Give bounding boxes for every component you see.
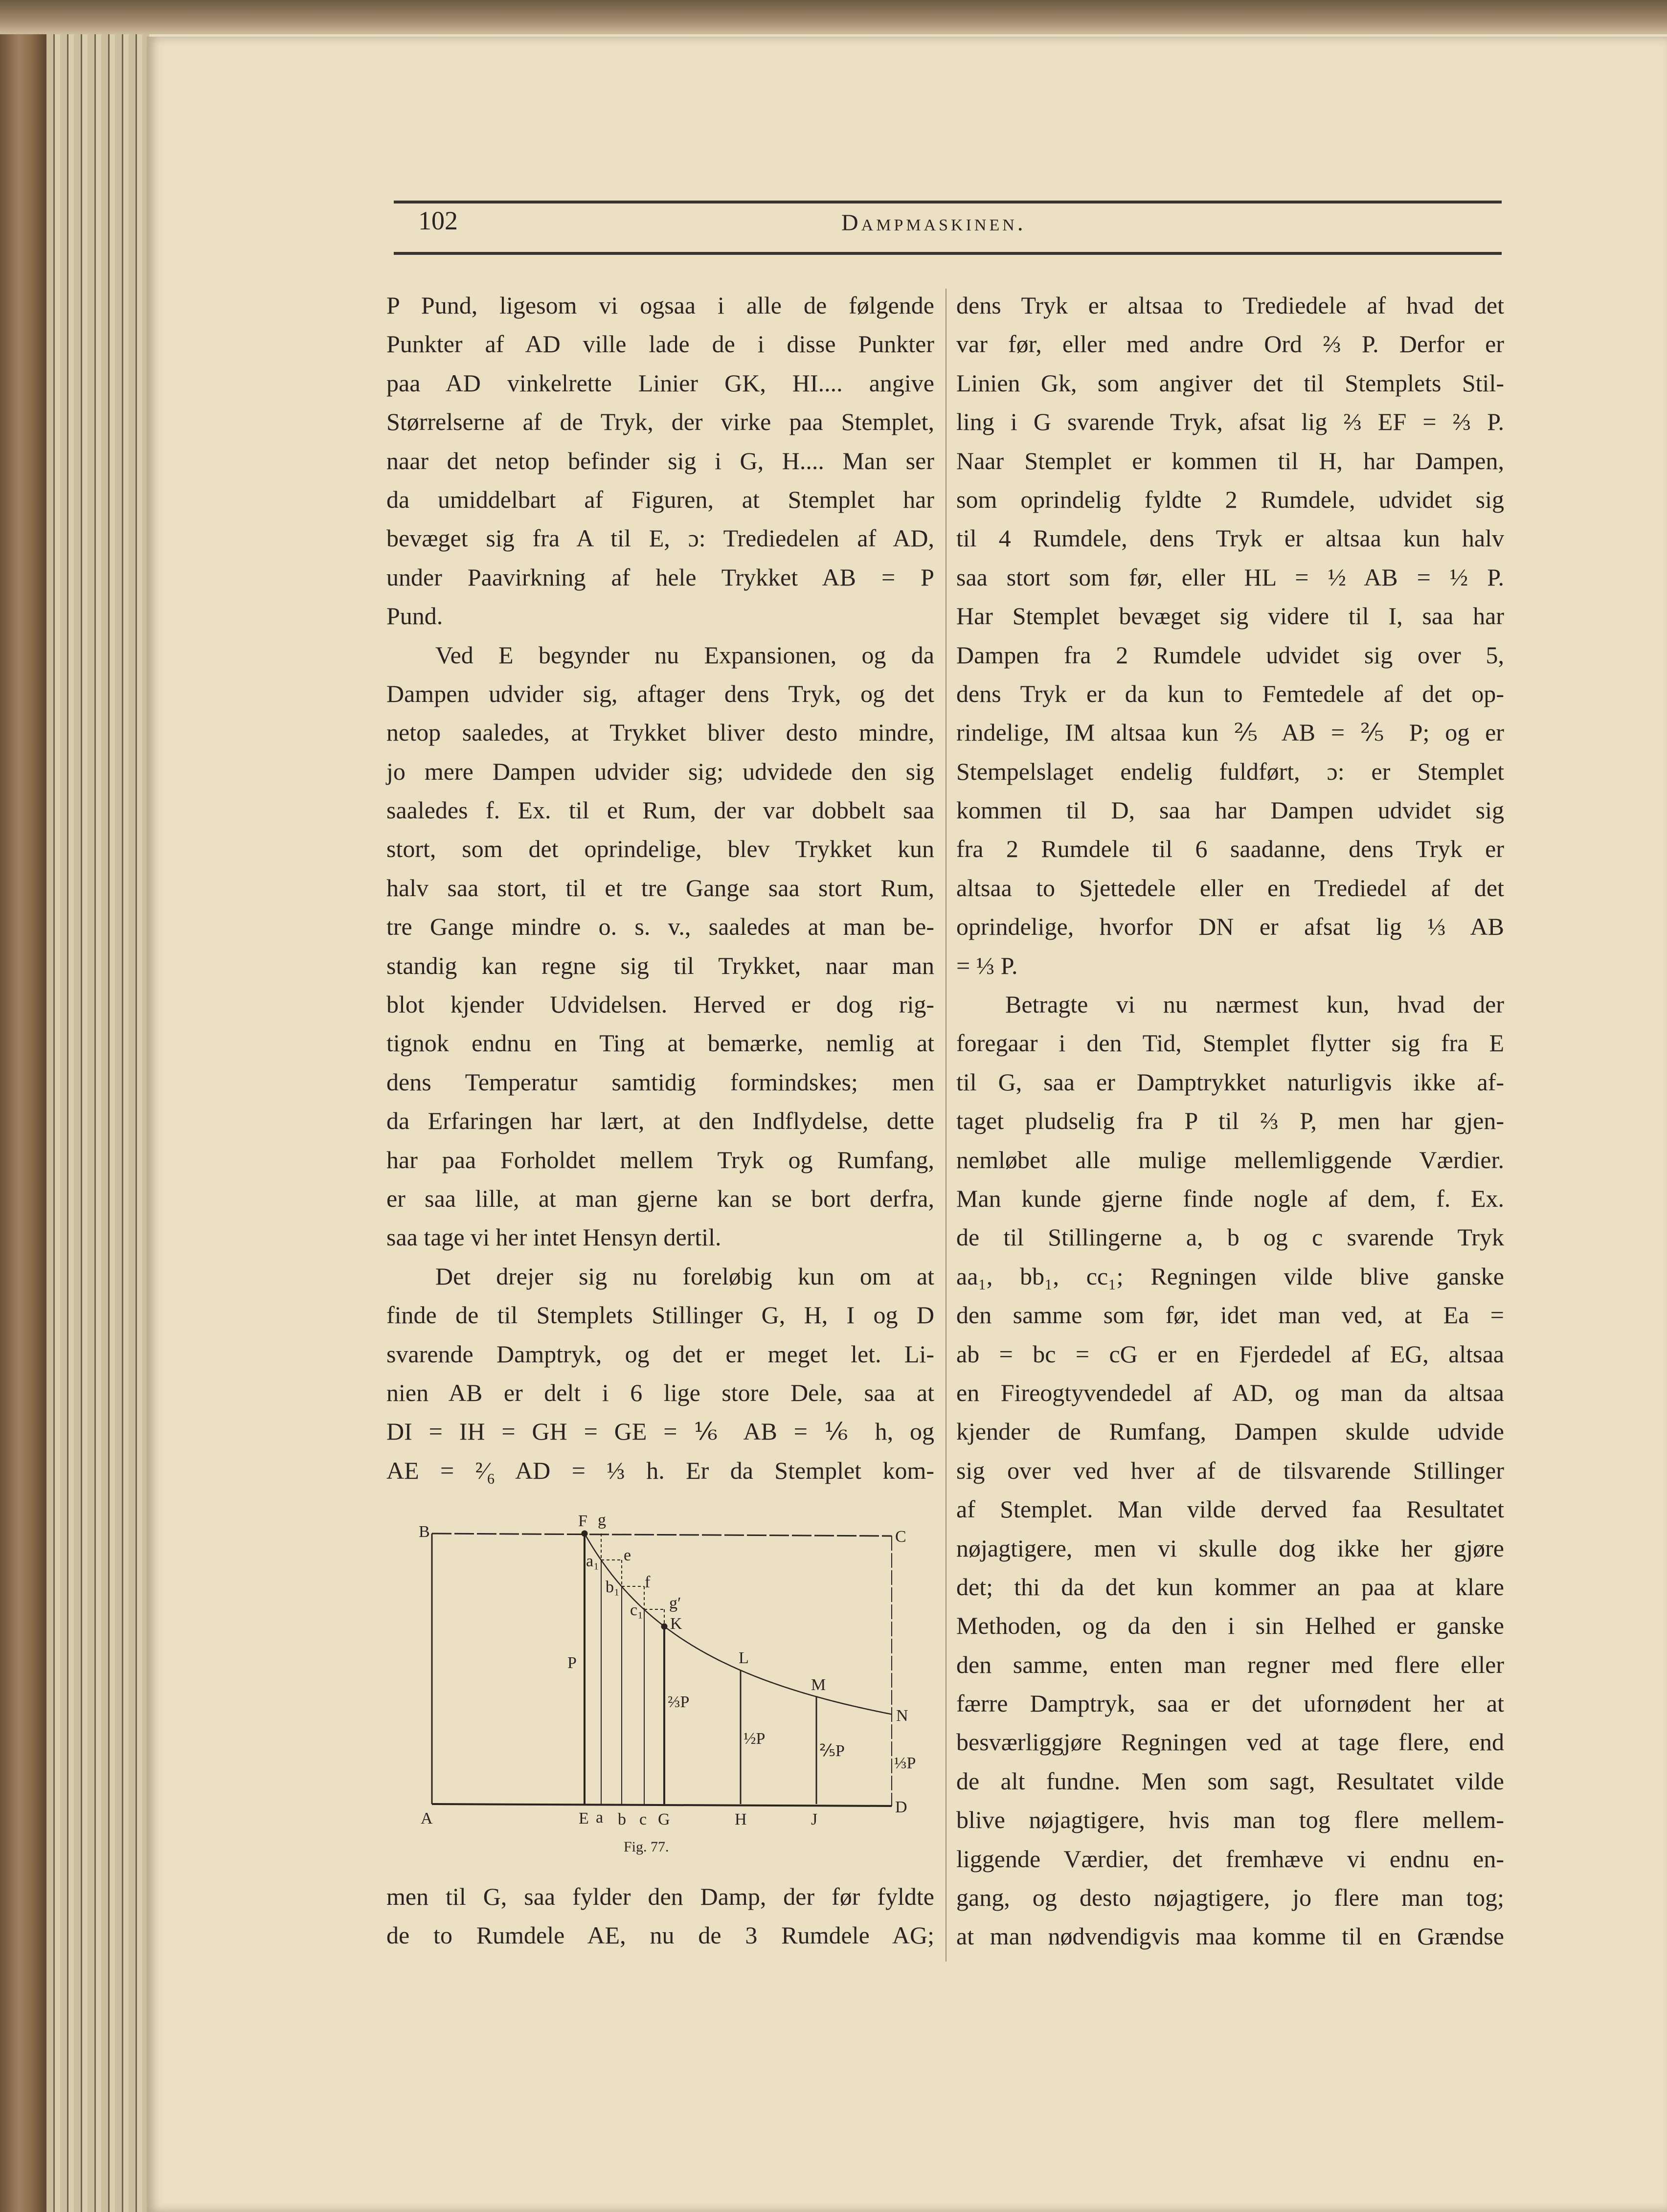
text-line: taget pludselig fra P til ⅔ P, men har gjen- [956,1107,1504,1135]
text-line: tre Gange mindre o. s. v., saaledes at man be- [386,913,934,941]
text-line: det; thi da det kun kommer an paa at klare [956,1573,1504,1601]
header-rule-bottom [394,252,1502,255]
text-line: dens Tryk er da kun to Femtedele af det op- [956,679,1504,707]
point-K [661,1624,667,1629]
text-line: saa stort som før, eller HL = ½ AB = ½ P. [956,563,1504,591]
text-line: den samme, enten man regner med flere eller [956,1650,1504,1678]
text-line: men til G, saa fylder den Damp, der før fyldte [386,1883,934,1910]
text-line: er saa lille, at man gjerne kan se bort derfra, [386,1184,934,1212]
text-line: finde de til Stemplets Stillinger G, H, I og D [386,1301,934,1329]
text-line: saaledes f. Ex. til et Rum, der var dobbelt saa [386,796,934,824]
text-line: færre Damptryk, saa er det ufornødent her at [956,1690,1504,1717]
text-line: som oprindelig fyldte 2 Rumdele, udvidet sig [956,485,1504,513]
running-title: Dampmaskinen. [841,210,1026,236]
label-L: L [739,1649,749,1667]
text-line: = ⅓ P. [956,951,1018,979]
text-line: at man nødvendigvis maa komme til en Grændse [956,1922,1504,1950]
text-line: til 4 Rumdele, dens Tryk er altsaa kun halv [956,524,1504,552]
text-line: kommen til D, saa har Dampen udvidet sig [956,796,1504,824]
label-J: J [811,1810,818,1828]
text-line: har paa Forholdet mellem Tryk og Rumfang, [386,1146,934,1174]
text-line: de to Rumdele AE, nu de 3 Rumdele AG; [386,1921,934,1949]
text-line: naar det netop befinder sig i G, H.... Man ser [386,447,934,474]
line-AD [432,1804,892,1806]
text-line: P Pund, ligesom vi ogsaa i alle de følgende [386,292,934,319]
top-edge [0,0,1667,34]
text-line: jo mere Dampen udvider sig; udvidede den sig [386,757,934,785]
text-line: af Stemplet. Man vilde derved faa Resultatet [956,1495,1504,1523]
text-line: Ved E begynder nu Expansionen, og da [435,641,934,669]
text-line: liggende Værdier, det fremhæve vi endnu en- [956,1845,1504,1873]
text-line: foregaar i den Tid, Stemplet flytter sig fra E [956,1029,1504,1057]
text-line: til G, saa er Damptrykket naturligvis ikke af- [956,1068,1504,1096]
text-line: dens Temperatur samtidig formindskes; men [386,1068,934,1096]
line-BC [432,1534,892,1536]
text-line: ling i G svarende Tryk, afsat lig ⅔ EF = ⅔ P. [956,408,1504,436]
text-line: Dampen udvider sig, aftager dens Tryk, og det [386,679,934,707]
label-b: b [618,1810,626,1828]
text-line: den samme som før, idet man ved, at Ea = [956,1301,1504,1329]
text-line: Har Stemplet bevæget sig videre til I, saa har [956,602,1504,630]
text-line: aa₁, bb₁, cc₁; Regningen vilde blive ganske [956,1262,1504,1290]
label-g: g [598,1511,606,1529]
text-line: kjender de Rumfang, Dampen skulde udvide [956,1418,1504,1445]
text-line: altsaa to Sjettedele eller en Trediedel af det [956,874,1504,902]
text-line: Linien Gk, som angiver det til Stemplets Stil- [956,369,1504,397]
label-f: f [645,1573,651,1591]
label-K: K [670,1615,682,1633]
text-line: ab = bc = cG er en Fjerdedel af EG, altsaa [956,1340,1504,1368]
text-line: da Erfaringen har lært, at den Indflydelse, dette [386,1107,934,1135]
text-line: netop saaledes, at Trykket bliver desto mindre, [386,719,934,746]
text-line: nemløbet alle mulige mellemliggende Værdier. [956,1146,1504,1174]
text-line: Stempelslaget endelig fuldført, ɔ: er Stemplet [956,757,1504,785]
text-line: var før, eller med andre Ord ⅔ P. Derfor er [956,330,1504,358]
text-line: saa tage vi her intet Hensyn dertil. [386,1223,721,1251]
text-line: AE = ²⁄₆ AD = ⅓ h. Er da Stemplet kom- [386,1456,934,1484]
left-column [386,286,934,1490]
page-number: 102 [418,206,458,235]
label-half-P: ½P [743,1730,766,1748]
label-P: P [567,1654,577,1672]
left-column-tail [386,1877,934,1955]
label-two-fifths-P: ⅖P [819,1742,845,1760]
label-A: A [421,1809,433,1828]
book-binding [0,0,46,2212]
text-line: blot kjender Udvidelsen. Herved er dog rig- [386,991,934,1018]
label-third-P: ⅓P [894,1754,916,1772]
right-column [956,286,1504,1956]
text-line: rindelige, IM altsaa kun ⅖ AB = ⅖ P; og er [956,719,1504,746]
text-line: Det drejer sig nu foreløbig kun om at [435,1262,934,1290]
text-line: bevæget sig fra A til E, ɔ: Trediedelen af AD, [386,524,934,552]
text-line: de alt fundne. Men som sagt, Resultatet vilde [956,1767,1504,1795]
label-a1: a₁ [586,1552,599,1570]
header-rule-top [394,201,1502,203]
text-line: halv saa stort, til et tre Gange saa stort Rum, [386,874,934,902]
text-line: DI = IH = GH = GE = ⅙ AB = ⅙ h, og [386,1418,934,1445]
text-line: en Fireogtyvendedel af AD, og man da altsaa [956,1378,1504,1406]
text-line: tignok endnu en Ting at bemærke, nemlig at [386,1029,934,1057]
text-line: Punkter af AD ville lade de i disse Punkter [386,330,934,358]
label-e: e [624,1546,631,1564]
label-N: N [896,1707,908,1725]
text-line: besværliggjøre Regningen ved at tage flere, end [956,1728,1504,1756]
text-line: Størrelserne af de Tryk, der virke paa Stemplet, [386,408,934,436]
text-line: under Paavirkning af hele Trykket AB = P [386,563,934,591]
text-line: fra 2 Rumdele til 6 saadanne, dens Tryk er [956,835,1504,863]
label-a: a [596,1808,604,1827]
text-line: Betragte vi nu nærmest kun, hvad der [1005,991,1504,1018]
page-edges [46,29,149,2212]
text-line: standig kan regne sig til Trykket, naar man [386,951,934,979]
text-line: dens Tryk er altsaa to Trediedele af hvad det [956,292,1504,319]
text-line: Methoden, og da den i sin Helhed er ganske [956,1612,1504,1640]
text-line: sig over ved hver af de tilsvarende Stillinger [956,1456,1504,1484]
text-line: Naar Stemplet er kommen til H, har Dampen, [956,447,1504,474]
figure-77-diagram [401,1497,939,1869]
label-c1: c₁ [630,1601,643,1619]
point-F [582,1531,587,1536]
text-line: Dampen fra 2 Rumdele udvidet sig over 5, [956,641,1504,669]
text-line: paa AD vinkelrette Linier GK, HI.... angive [386,369,934,397]
text-line: nøjagtigere, men vi skulle dog ikke her gjøre [956,1534,1504,1562]
text-line: stort, som det oprindelige, blev Trykket kun [386,835,934,863]
figure-caption: Fig. 77. [624,1839,669,1855]
text-line: oprindelige, hvorfor DN er afsat lig ⅓ AB [956,913,1504,941]
label-H: H [735,1810,747,1828]
label-E: E [579,1809,589,1828]
text-line: gang, og desto nøjagtigere, jo flere man tog; [956,1884,1504,1912]
text-line: svarende Damptryk, og det er meget let. Li- [386,1340,934,1368]
text-line: Man kunde gjerne finde nogle af dem, f. Ex. [956,1184,1504,1212]
label-two-thirds-P: ⅔P [668,1693,690,1711]
text-line: nien AB er delt i 6 lige store Dele, saa at [386,1378,934,1406]
text-line: Pund. [386,602,443,630]
label-D: D [895,1798,907,1816]
label-c: c [639,1810,647,1828]
label-M: M [811,1676,826,1694]
label-G: G [658,1810,670,1828]
label-g-prime: g′ [669,1594,681,1612]
label-b1: b₁ [606,1578,620,1596]
text-line: de til Stillingerne a, b og c svarende Tryk [956,1223,1504,1251]
text-line: blive nøjagtigere, hvis man tog flere mellem- [956,1806,1504,1834]
label-B: B [419,1523,430,1541]
label-C: C [895,1528,906,1546]
label-F: F [578,1512,587,1530]
text-line: da umiddelbart af Figuren, at Stemplet har [386,485,934,513]
